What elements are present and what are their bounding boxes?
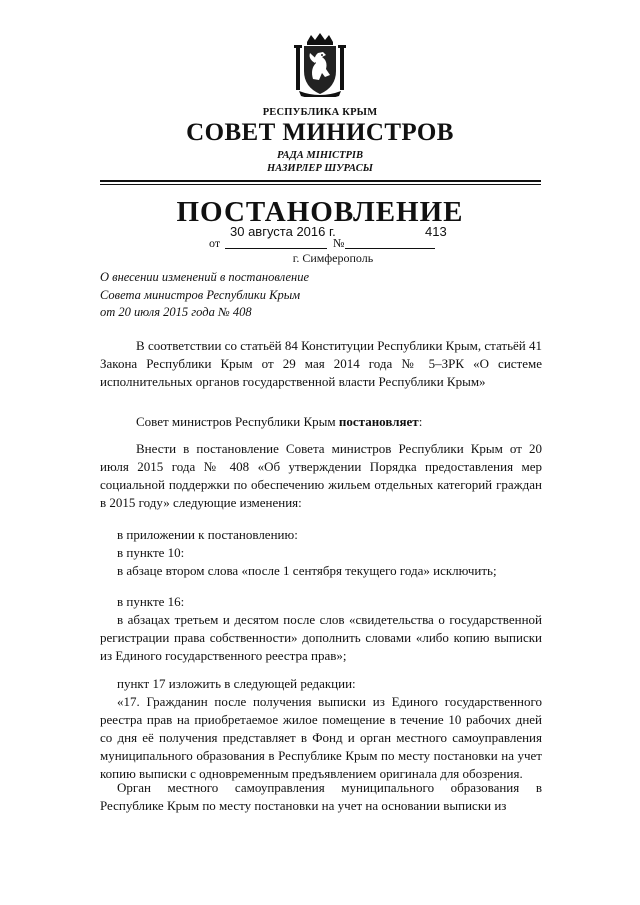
header-divider-thin bbox=[100, 184, 541, 185]
date-underline bbox=[225, 248, 327, 249]
list-line: в приложении к постановлению: bbox=[117, 527, 298, 542]
council-name-ukrainian: РАДА МІНІСТРІВ bbox=[276, 150, 364, 161]
council-name-crimean-tatar: НАЗИРЛЕР ШУРАСЫ bbox=[267, 163, 373, 174]
document-city: г. Симферополь bbox=[292, 251, 374, 265]
subject-line: от 20 июля 2015 года № 408 bbox=[100, 305, 252, 319]
list-line: в пункте 16: bbox=[117, 594, 185, 609]
item17-text: «17. Гражданин после получения выписки из Единого государственного реестра прав на приобретаемое жилое помещение в течение 10 рабочих дней со дня её получения представляет в Фонд и орган местного самоуправления муниципального образования в Республике Крым по месту постановки на учет копию выписки с одновременным предъявлением оригинала для обозрения. bbox=[100, 694, 542, 781]
body-text: Орган местного самоуправления муниципального образования в Республике Крым по месту постановки на учет на основании выписки из bbox=[100, 780, 542, 813]
number-sign: № bbox=[333, 236, 345, 250]
header-divider-thick bbox=[100, 180, 541, 182]
document-subject bbox=[100, 269, 500, 322]
preamble-paragraph bbox=[100, 337, 542, 391]
resolution-colon: : bbox=[418, 414, 423, 429]
body-paragraph bbox=[100, 779, 542, 815]
crimea-coat-of-arms-icon bbox=[293, 33, 347, 97]
document-type: ПОСТАНОВЛЕНИЕ bbox=[176, 196, 464, 228]
republic-name: РЕСПУБЛИКА КРЫМ bbox=[262, 107, 378, 118]
item16-text: в абзацах третьем и десятом после слов «свидетельства о государственной регистрации права собственности» дополнить словами «либо копию выписки из Единого государственного реестра прав»; bbox=[100, 612, 542, 663]
subject-line: Совета министров Республики Крым bbox=[100, 287, 301, 302]
list-line: в пункте 10: bbox=[117, 545, 185, 560]
resolution-lead: Совет министров Республики Крым bbox=[136, 414, 339, 429]
item17-paragraph bbox=[100, 693, 542, 783]
council-name: СОВЕТ МИНИСТРОВ bbox=[186, 119, 454, 146]
preamble-text: В соответствии со статьёй 84 Конституции Республики Крым, статьёй 41 Закона Республики Крым от 29 мая 2014 года № 5–ЗРК «О системе исполнительных органов государственной власти Республики Крым» bbox=[100, 338, 542, 389]
date-prefix: от bbox=[209, 236, 221, 250]
document-number: 413 bbox=[425, 224, 447, 239]
amendment-text: Внести в постановление Совета министров Республики Крым от 20 июля 2015 года № 408 «Об утверждении Порядка предоставления мер социальной поддержки по обеспечению жильем отдельных категорий граждан в 2015 году» следующие изменения: bbox=[100, 441, 542, 510]
list-line: пункт 17 изложить в следующей редакции: bbox=[117, 676, 356, 691]
resolution-paragraph bbox=[100, 413, 542, 431]
resolution-verb: постановляет bbox=[338, 414, 419, 429]
date-number-line bbox=[0, 224, 640, 250]
list-line: в абзаце втором слова «после 1 сентября текущего года» исключить; bbox=[117, 563, 497, 578]
amendment-paragraph bbox=[100, 440, 542, 512]
document-date: 30 августа 2016 г. bbox=[230, 224, 336, 239]
subject-line: О внесении изменений в постановление bbox=[100, 270, 310, 284]
number-underline bbox=[345, 248, 435, 249]
item16-paragraph bbox=[100, 611, 542, 665]
